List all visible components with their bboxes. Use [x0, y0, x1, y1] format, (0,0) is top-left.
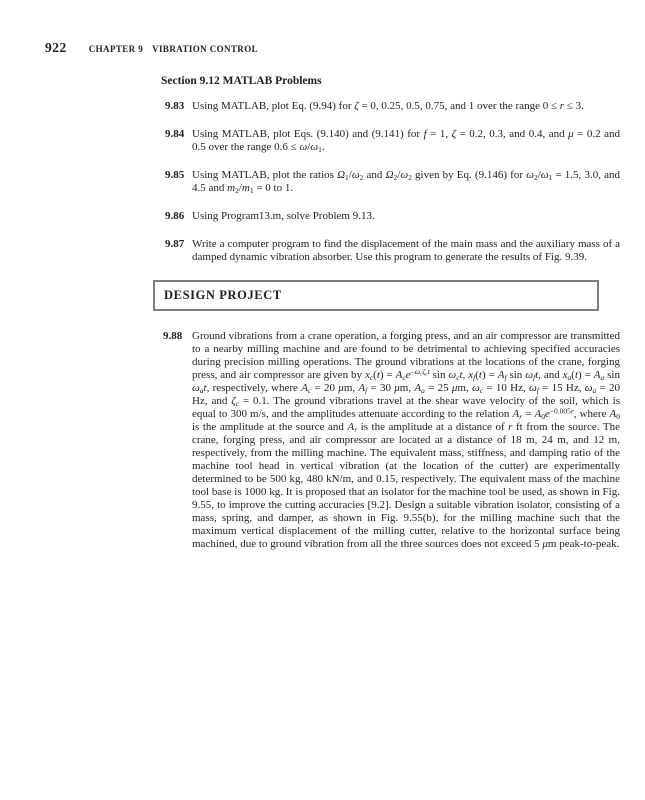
problem-9.88	[161, 330, 620, 551]
problem-number: 9.83	[165, 100, 185, 112]
design-project-heading-box	[153, 280, 599, 311]
chapter-reference	[89, 44, 258, 54]
design-project-title: DESIGN PROJECT	[164, 288, 282, 302]
problem-number: 9.88	[163, 330, 183, 342]
problem-9.84	[161, 128, 620, 154]
problem-9.86	[161, 210, 620, 223]
problem-text: Using MATLAB, plot the ratios $\Omega_1/\omega_2$ and $\Omega_2/\omega_2$ given by Eq. (9.146) for $\omega_2/\omega_1 = 1.5$, 3.0, and 4.5 and $m_2/m_1 = 0$ to 1.	[192, 169, 621, 195]
problem-number: 9.86	[165, 210, 185, 222]
problem-number: 9.87	[165, 238, 185, 250]
problem-9.83	[161, 100, 620, 113]
problem-number: 9.84	[165, 128, 185, 140]
chapter-label: CHAPTER 9	[88, 44, 144, 54]
page-content	[161, 75, 620, 551]
matlab-problem-list	[161, 100, 620, 264]
problem-text: Using MATLAB, plot Eqs. (9.140) and (9.141) for f = 1, ζ = 0.2, 0.3, and 0.4, and μ = 0.2 and 0.5 over the range $0.6 \le \omega/\omega_1$.	[192, 128, 620, 154]
page-header	[0, 0, 645, 57]
problem-text: Using Program13.m, solve Problem 9.13.	[192, 210, 375, 222]
problem-9.85	[161, 169, 620, 195]
problem-number: 9.85	[165, 169, 185, 181]
chapter-title: VIBRATION CONTROL	[152, 44, 259, 54]
problem-text: Using MATLAB, plot Eq. (9.94) for ζ = 0, 0.25, 0.5, 0.75, and 1 over the range 0 ≤ r ≤ 3.	[192, 100, 584, 112]
problem-text: Ground vibrations from a crane operation, a forging press, and an air compressor are transmitted to a nearby milling machine and are found to be detrimental to achieving specified accuracies during precision milling operations. The ground vibrations at the locations of the crane, forging press, and air compressor are given by $x_c(t) = A_ce^{-\omega_c\zeta_ct}$ $\sin \omega_ct$, $x_f(t) = A_f$ $\sin \omega_ft$, and $x_a(t) = A_a$ $\sin \omega_at$, respectively, where $A_c = 20$ μm, $A_f = 30$ μm, $A_a = 25$ μm, $\omega_c = 10$ Hz, $\omega_f = 15$ Hz, $\omega_a = 20$ Hz, and $\zeta_c = 0.1$. The ground vibrations travel at the shear wave velocity of the soil, which is equal to 300 m/s, and the amplitudes attenuate according to the relation $A_r = A_0e^{-0.005r}$, where $A_0$ is the amplitude at the source and $A_r$ is the amplitude at a distance of r ft from the source. The crane, forging press, and air compressor are located at a distance of 18 m, 24 m, and 12 m, respectively, from the milling machine. The equivalent mass, stiffness, and damping ratio of the machine tool head in vertical vibration (at the location of the cutter) are experimentally determined to be 500 kg, 480 kN/m, and 0.15, respectively. The equivalent mass of the machine tool base is 1000 kg. It is proposed that an isolator for the machine tool be used, as shown in Fig. 9.55, to improve the cutting accuracies [9.2]. Design a suitable vibration isolator, consisting of a mass, spring, and damper, as shown in Fig. 9.55(b), for the milling machine such that the maximum vertical displacement of the milling cutter, relative to the horizontal surface being machined, due to ground vibration from all the three sources does not exceed 5 μm peak-to-peak.	[192, 330, 620, 550]
page-number: 922	[45, 40, 67, 55]
problem-9.87	[161, 238, 620, 264]
problem-text: Write a computer program to find the displacement of the main mass and the auxiliary mass of a damped dynamic vibration absorber. Use this program to generate the results of Fig. 9.39.	[192, 238, 620, 263]
section-title: Section 9.12 MATLAB Problems	[161, 75, 322, 87]
